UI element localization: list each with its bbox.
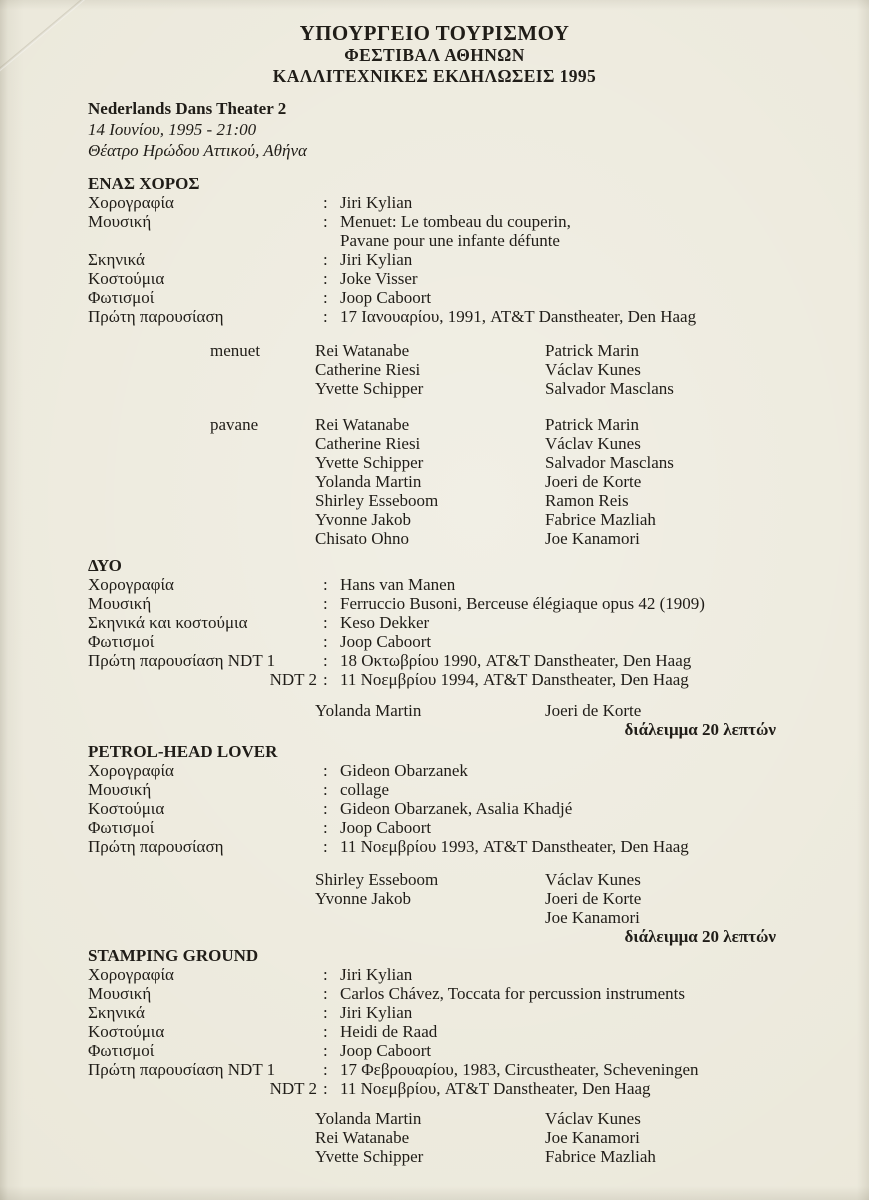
dancer-name: Rei Watanabe: [315, 415, 410, 434]
credit-label: Χορογραφία: [88, 965, 174, 984]
colon: :: [323, 613, 328, 632]
credit-value: Heidi de Raad: [340, 1022, 438, 1041]
dancer-name: Václav Kunes: [545, 360, 641, 379]
colon: :: [323, 307, 328, 326]
cast-column-left: [315, 1109, 545, 1166]
event-info: [88, 98, 829, 161]
header-line-festival: ΦΕΣΤΙΒΑΛ ΑΘΗΝΩΝ: [344, 45, 525, 65]
credit-label: Φωτισμοί: [88, 288, 155, 307]
credits-petrol-head-lover: [88, 761, 829, 856]
colon: :: [323, 818, 328, 837]
credit-value: 11 Νοεμβρίου, AT&T Danstheater, Den Haag: [340, 1079, 651, 1098]
section-title-stamping-ground: STAMPING GROUND: [88, 946, 259, 965]
dancer-name: Yvette Schipper: [315, 453, 424, 472]
dancer-name: Salvador Masclans: [545, 453, 674, 472]
credit-value: 17 Φεβρουαρίου, 1983, Circustheater, Scheveningen: [340, 1060, 699, 1079]
dancer-name: Václav Kunes: [545, 870, 641, 889]
section-title-petrol-head-lover: PETROL-HEAD LOVER: [88, 742, 278, 761]
credit-row: [88, 307, 829, 326]
credit-label: Μουσική: [88, 212, 152, 231]
dancer-name: Chisato Ohno: [315, 529, 409, 548]
credit-row: [88, 1060, 829, 1079]
credit-label: Μουσική: [88, 984, 152, 1003]
credit-row: [88, 1041, 829, 1060]
credit-value: Joop Caboort: [340, 288, 432, 307]
colon: :: [323, 1022, 328, 1041]
dancer-name: Yolanda Martin: [315, 472, 422, 491]
dancer-name: Salvador Masclans: [545, 379, 674, 398]
credit-row: [88, 594, 829, 613]
credit-row: [88, 818, 829, 837]
credit-value-line1: Menuet: Le tombeau du couperin,: [340, 212, 571, 231]
credit-label: Σκηνικά και κοστούμια: [88, 613, 248, 632]
credit-row: [88, 799, 829, 818]
dancer-name: Fabrice Mazliah: [545, 1147, 656, 1166]
credit-row: [88, 1079, 829, 1098]
credit-value: Carlos Chávez, Toccata for percussion instruments: [340, 984, 686, 1003]
intermission-note: διάλειμμα 20 λεπτών: [624, 927, 776, 946]
credit-label: Μουσική: [88, 780, 152, 799]
credit-value: 17 Ιανουαρίου, 1991, AT&T Danstheater, Den Haag: [340, 307, 697, 326]
header-line-ministry: ΥΠΟΥΡΓΕΙΟ ΤΟΥΡΙΣΜΟΥ: [299, 21, 570, 45]
credit-value: Joop Caboort: [340, 818, 432, 837]
dancer-name: Joeri de Korte: [545, 701, 642, 720]
dancer-name: Yvonne Jakob: [315, 510, 412, 529]
credit-value: 11 Νοεμβρίου 1994, AT&T Danstheater, Den Haag: [340, 670, 689, 689]
dancer-name: Rei Watanabe: [315, 341, 410, 360]
event-datetime: 14 Ιουνίου, 1995 - 21:00: [88, 120, 257, 139]
credits-dyo: [88, 575, 829, 689]
colon: :: [323, 799, 328, 818]
credit-value: Hans van Manen: [340, 575, 456, 594]
dancer-name: Ramon Reis: [545, 491, 629, 510]
credit-value: Jiri Kylian: [340, 193, 413, 212]
intermission-note: διάλειμμα 20 λεπτών: [624, 720, 776, 739]
credit-label: Κοστούμια: [88, 799, 165, 818]
page-content: [0, 98, 869, 1166]
credits-enas-xoros: [88, 193, 829, 326]
credit-label: Πρώτη παρουσίαση: [88, 307, 224, 326]
cast-column-right: [545, 1109, 829, 1166]
credit-label: Πρώτη παρουσίαση NDT 1: [88, 651, 276, 670]
dancer-name: Joeri de Korte: [545, 472, 642, 491]
cast-column-left: [315, 870, 545, 927]
credit-value: Gideon Obarzanek, Asalia Khadjé: [340, 799, 573, 818]
credit-value: 18 Οκτωβρίου 1990, AT&T Danstheater, Den Haag: [340, 651, 692, 670]
credit-label: Σκηνικά: [88, 1003, 145, 1022]
credit-row: [88, 632, 829, 651]
dancer-name: Catherine Riesi: [315, 360, 421, 379]
cast-group-label: [210, 870, 315, 927]
credit-label: Χορογραφία: [88, 193, 174, 212]
colon: :: [323, 1060, 328, 1079]
credit-label: NDT 2: [269, 670, 317, 689]
section-title-dyo: ΔΥΟ: [88, 556, 122, 575]
cast-group-label: menuet: [210, 341, 261, 360]
credit-label: Χορογραφία: [88, 761, 174, 780]
colon: :: [323, 269, 328, 288]
colon: :: [323, 837, 328, 856]
credit-row: [88, 613, 829, 632]
colon: :: [323, 670, 328, 689]
colon: :: [323, 575, 328, 594]
credit-label: Φωτισμοί: [88, 818, 155, 837]
credit-row: [88, 288, 829, 307]
credit-value-line2: Pavane pour une infante défunte: [340, 231, 560, 250]
cast-petrol-head-lover: [88, 870, 829, 927]
cast-column-left: [315, 341, 545, 398]
credit-label: Φωτισμοί: [88, 1041, 155, 1060]
dancer-name: Václav Kunes: [545, 1109, 641, 1128]
credit-row: [88, 212, 829, 250]
cast-column-right: [545, 415, 829, 548]
credit-row: [88, 761, 829, 780]
dancer-name: Joeri de Korte: [545, 889, 642, 908]
credit-value: [340, 212, 829, 250]
colon: :: [323, 1079, 328, 1098]
credit-label: Μουσική: [88, 594, 152, 613]
colon: :: [323, 250, 328, 269]
credit-row: [88, 269, 829, 288]
dancer-name: Yolanda Martin: [315, 701, 422, 720]
cast-column-right: [545, 341, 829, 398]
credit-label: Σκηνικά: [88, 250, 145, 269]
dancer-name: Joe Kanamori: [545, 908, 640, 927]
credit-value: Joop Caboort: [340, 1041, 432, 1060]
credit-value: Keso Dekker: [340, 613, 430, 632]
credit-value: Jiri Kylian: [340, 1003, 413, 1022]
credit-row: [88, 965, 829, 984]
credit-value: Jiri Kylian: [340, 965, 413, 984]
cast-pavane: [88, 415, 829, 548]
dancer-name: Yvonne Jakob: [315, 889, 412, 908]
colon: :: [323, 193, 328, 212]
dancer-name: Yvette Schipper: [315, 1147, 424, 1166]
colon: :: [323, 651, 328, 670]
credit-row: [88, 651, 829, 670]
credit-row: [88, 575, 829, 594]
cast-column-left: [315, 701, 545, 720]
cast-dyo: [88, 701, 829, 720]
event-venue: Θέατρο Ηρώδου Αττικού, Αθήνα: [88, 141, 307, 160]
ministry-header: [0, 0, 869, 87]
colon: :: [323, 780, 328, 799]
credit-value: Ferruccio Busoni, Berceuse élégiaque opus 42 (1909): [340, 594, 705, 613]
credit-label: Κοστούμια: [88, 1022, 165, 1041]
colon: :: [323, 288, 328, 307]
company-name: Nederlands Dans Theater 2: [88, 99, 287, 118]
credit-row: [88, 250, 829, 269]
credit-label: Χορογραφία: [88, 575, 174, 594]
dancer-name: Yolanda Martin: [315, 1109, 422, 1128]
colon: :: [323, 965, 328, 984]
dancer-name: Fabrice Mazliah: [545, 510, 656, 529]
dancer-name: Václav Kunes: [545, 434, 641, 453]
cast-stamping-ground: [88, 1109, 829, 1166]
dancer-name: Yvette Schipper: [315, 379, 424, 398]
credit-row: [88, 780, 829, 799]
cast-group-label: [210, 1109, 315, 1166]
dancer-name: Catherine Riesi: [315, 434, 421, 453]
dancer-name: Joe Kanamori: [545, 1128, 640, 1147]
cast-group-label: pavane: [210, 415, 259, 434]
credit-row: [88, 1022, 829, 1041]
colon: :: [323, 212, 328, 231]
dancer-name: Patrick Marin: [545, 341, 639, 360]
credit-label: Κοστούμια: [88, 269, 165, 288]
dancer-name: Patrick Marin: [545, 415, 639, 434]
cast-column-left: [315, 415, 545, 548]
credit-row: [88, 670, 829, 689]
credit-row: [88, 193, 829, 212]
cast-column-right: [545, 701, 829, 720]
colon: :: [323, 1041, 328, 1060]
credit-row: [88, 1003, 829, 1022]
colon: :: [323, 632, 328, 651]
credits-stamping-ground: [88, 965, 829, 1098]
credit-row: [88, 984, 829, 1003]
credit-value: Jiri Kylian: [340, 250, 413, 269]
credit-value: Joop Caboort: [340, 632, 432, 651]
cast-menuet: [88, 341, 829, 398]
credit-row: [88, 837, 829, 856]
dancer-name: Joe Kanamori: [545, 529, 640, 548]
credit-value: collage: [340, 780, 390, 799]
cast-column-right: [545, 870, 829, 927]
credit-value: Joke Visser: [340, 269, 418, 288]
colon: :: [323, 984, 328, 1003]
colon: :: [323, 1003, 328, 1022]
colon: :: [323, 594, 328, 613]
cast-group-label: [210, 701, 315, 720]
dancer-name: Shirley Esseboom: [315, 491, 439, 510]
credit-label: Πρώτη παρουσίαση: [88, 837, 224, 856]
credit-label: Πρώτη παρουσίαση NDT 1: [88, 1060, 276, 1079]
header-line-events: ΚΑΛΛΙΤΕΧΝΙΚΕΣ ΕΚΔΗΛΩΣΕΙΣ 1995: [272, 66, 597, 86]
credit-value: Gideon Obarzanek: [340, 761, 468, 780]
dancer-name: Rei Watanabe: [315, 1128, 410, 1147]
section-title-enas-xoros: ΕΝΑΣ ΧΟΡΟΣ: [88, 174, 200, 193]
colon: :: [323, 761, 328, 780]
credit-label: NDT 2: [269, 1079, 317, 1098]
dancer-name: Shirley Esseboom: [315, 870, 439, 889]
credit-value: 11 Νοεμβρίου 1993, AT&T Danstheater, Den Haag: [340, 837, 689, 856]
credit-label: Φωτισμοί: [88, 632, 155, 651]
